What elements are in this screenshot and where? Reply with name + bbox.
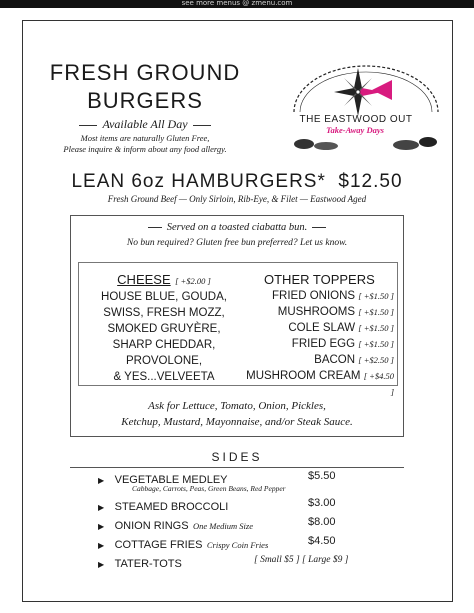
gluten-note: Most items are naturally Gluten Free, (80, 133, 210, 143)
topper-item (246, 368, 394, 400)
side-price: $8.00 (308, 516, 336, 528)
cheese-item: & YES...VELVEETA (113, 371, 215, 383)
cheese-item: HOUSE BLUE, GOUDA, (101, 291, 227, 303)
compass-rose-icon (334, 68, 382, 116)
logo-tagline: Take-Away Days (326, 125, 384, 135)
side-name: COTTAGE FRIES (114, 539, 203, 551)
available-text: Available All Day (102, 117, 188, 131)
topper-price: [ +$1.50 ] (358, 291, 394, 301)
topper-name: MUSHROOM CREAM (246, 370, 361, 382)
side-note: One Medium Size (193, 521, 253, 531)
side-name: TATER-TOTS (114, 558, 182, 570)
triangle-bullet-icon: ▶ (98, 541, 105, 550)
side-row (98, 554, 388, 573)
triangle-bullet-icon: ▶ (98, 476, 105, 485)
sides-heading: SIDES (211, 450, 263, 464)
side-price: $5.50 (308, 470, 336, 482)
cheese-heading: CHEESE (117, 272, 171, 287)
restaurant-logo (286, 50, 446, 150)
cheese-item: SHARP CHEDDAR, (112, 339, 216, 351)
toppers-column (246, 272, 394, 400)
topper-name: FRIED ONIONS (272, 290, 356, 302)
sides-list (98, 470, 388, 573)
toppers-heading: OTHER TOPPERS (264, 272, 375, 287)
side-description: Cabbage, Carrots, Peas, Green Beans, Red Pepper (132, 484, 286, 493)
beef-description: Fresh Ground Beef — Only Sirloin, Rib-Eye, & Filet — Eastwood Aged (107, 194, 367, 204)
side-name: STEAMED BROCCOLI (114, 501, 229, 513)
side-row (98, 470, 388, 484)
rule-right (312, 227, 326, 228)
side-name: VEGETABLE MEDLEY (114, 474, 228, 486)
side-row (98, 535, 388, 554)
bun-options: No bun required? Gluten free bun preferred? Let us know. (126, 238, 348, 248)
topper-name: MUSHROOMS (277, 306, 356, 318)
side-note: Crispy Coin Fries (206, 540, 269, 550)
cheese-heading-row (84, 272, 244, 289)
rule-left (148, 227, 162, 228)
sides-rule (70, 467, 404, 468)
topper-item (246, 288, 394, 304)
topper-item (246, 336, 394, 352)
topper-item (246, 304, 394, 320)
topper-item (246, 320, 394, 336)
triangle-bullet-icon: ▶ (98, 503, 105, 512)
condiments-line1: Ask for Lettuce, Tomato, Onion, Pickles, (148, 400, 326, 412)
topper-name: FRIED EGG (291, 338, 356, 350)
topper-name: COLE SLAW (288, 322, 356, 334)
bun-text: Served on a toasted ciabatta bun. (166, 222, 308, 233)
cheese-column (84, 272, 244, 385)
lean-title: LEAN 6oz HAMBURGERS* (71, 171, 326, 192)
triangle-bullet-icon: ▶ (98, 560, 105, 569)
side-price: $3.00 (308, 497, 336, 509)
cheese-item: SMOKED GRUYÈRE, (107, 323, 221, 335)
burgers-title-line2: BURGERS (87, 88, 203, 113)
topper-name: BACON (314, 354, 356, 366)
rule-right (193, 125, 211, 126)
side-row (98, 497, 388, 516)
available-line (40, 117, 250, 132)
topper-item (246, 352, 394, 368)
burgers-title-line1: FRESH GROUND (49, 60, 241, 85)
topper-price: [ +$2.50 ] (358, 355, 394, 365)
side-row (98, 516, 388, 535)
side-price-options: [ Small $5 ] [ Large $9 ] (254, 555, 349, 565)
side-price: $4.50 (308, 535, 336, 547)
cheese-price: [ +$2.00 ] (175, 276, 211, 286)
lean-hamburgers-line (40, 171, 434, 193)
side-name: ONION RINGS (114, 520, 189, 532)
allergy-note: Please inquire & inform about any food allergy. (63, 144, 227, 154)
rule-left (79, 125, 97, 126)
condiments-line2: Ketchup, Mustard, Mayonnaise, and/or Steak Sauce. (121, 416, 353, 428)
triangle-bullet-icon: ▶ (98, 522, 105, 531)
topper-price: [ +$1.50 ] (358, 339, 394, 349)
cheese-item: PROVOLONE, (125, 355, 203, 367)
topper-price: [ +$1.50 ] (358, 307, 394, 317)
lean-price: $12.50 (338, 171, 403, 192)
toppers-heading-row (246, 272, 394, 288)
topper-price: [ +$1.50 ] (358, 323, 394, 333)
cheese-item: SWISS, FRESH MOZZ, (103, 307, 225, 319)
topper-price: [ +$4.50 ] (363, 371, 394, 397)
watermark: see more menus @ zmenu.com (181, 0, 293, 7)
bun-line (70, 222, 404, 233)
logo-name: THE EASTWOOD OUT (299, 114, 413, 125)
